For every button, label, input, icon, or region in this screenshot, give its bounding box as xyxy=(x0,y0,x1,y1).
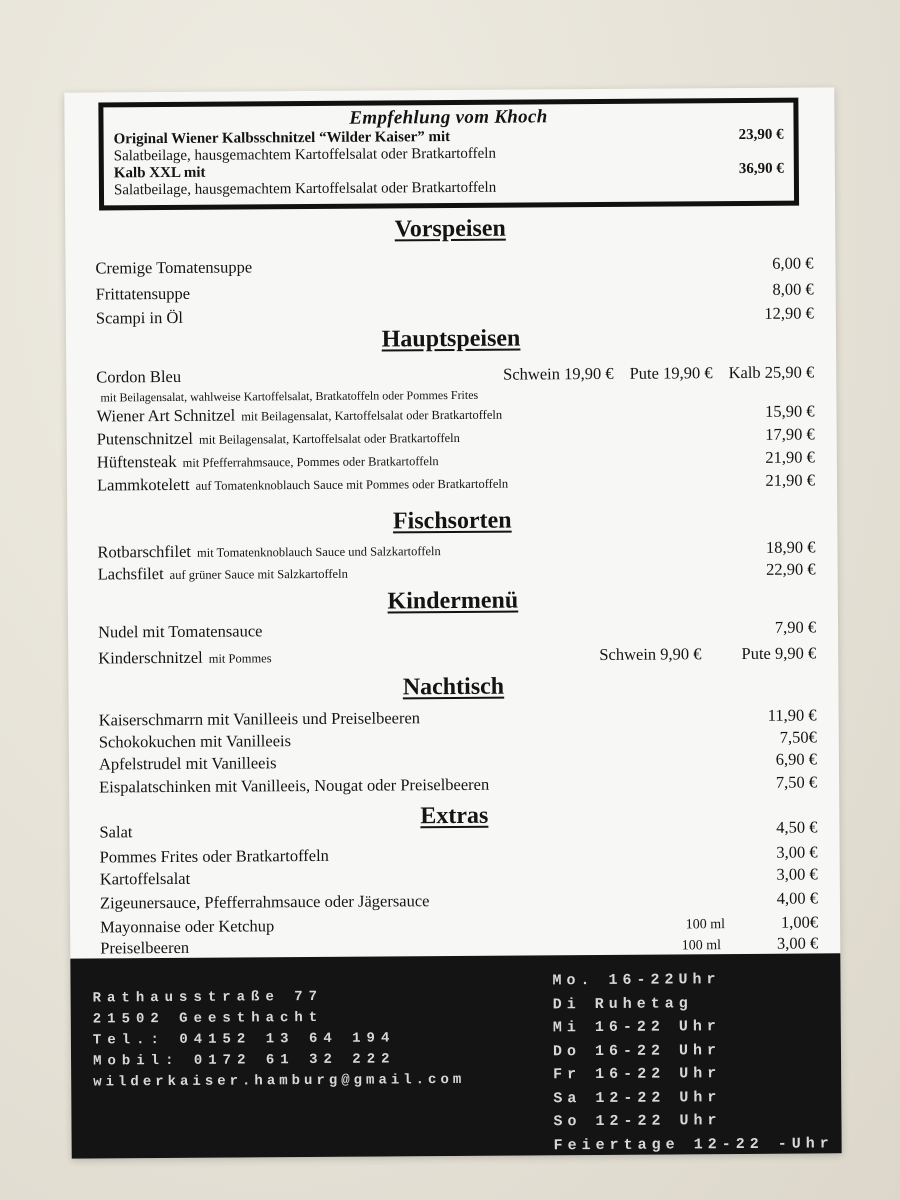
item-price: 3,00 € xyxy=(776,864,818,884)
item-name: Cremige Tomatensuppe xyxy=(95,257,253,278)
item-name: Zigeunersauce, Pfefferrahmsauce oder Jägersauce xyxy=(99,891,430,913)
hours-line: Feiertage 12-22 -Uhr xyxy=(553,1134,834,1154)
item-name: Apfelstrudel mit Vanilleeis xyxy=(98,753,277,774)
recommendation-item-name: Original Wiener Kalbsschnitzel “Wilder Kaiser” mit xyxy=(113,129,451,148)
opening-hours xyxy=(552,967,833,1157)
item-price: 8,00 € xyxy=(772,279,814,299)
item-name: Lammkotelett xyxy=(96,474,190,495)
item-price: 6,00 € xyxy=(772,253,814,273)
item-price: 12,90 € xyxy=(764,303,814,323)
item-price: 21,90 € xyxy=(765,470,816,490)
item-note: auf Tomatenknoblauch Sauce mit Pommes oder Bratkartoffeln xyxy=(195,476,509,493)
item-name: Lachsfilet xyxy=(97,564,164,584)
item-price: 7,50€ xyxy=(779,727,817,747)
contact-phone[interactable]: Tel.: 04152 13 64 194 xyxy=(92,1030,396,1049)
price-kalb: Kalb 25,90 € xyxy=(728,362,815,383)
price-pute: Pute 9,90 € xyxy=(741,643,817,663)
item-price: 22,90 € xyxy=(766,559,816,579)
item-name: Putenschnitzel xyxy=(96,428,194,449)
recommendation-item-price: 23,90 € xyxy=(738,126,784,143)
item-name: Kinderschnitzel xyxy=(98,647,203,668)
footer xyxy=(70,953,841,1158)
item-price: 6,90 € xyxy=(775,749,818,769)
item-name: Rotbarschfilet xyxy=(97,541,192,562)
hours-line: Mo. 16-22Uhr xyxy=(552,971,721,990)
item-note: auf grüner Sauce mit Salzkartoffeln xyxy=(169,566,348,582)
menu-item xyxy=(97,470,815,495)
menu-item xyxy=(98,617,816,642)
item-price: 3,00 € xyxy=(776,933,819,953)
menu-item xyxy=(97,537,815,562)
menu-item xyxy=(98,559,816,584)
item-price: 4,00 € xyxy=(776,888,818,908)
item-name: Hüftensteak xyxy=(96,451,177,472)
item-name: Wiener Art Schnitzel xyxy=(96,405,236,426)
recommendation-item-desc: Salatbeilage, hausgemachtem Kartoffelsalat oder Bratkartoffeln xyxy=(113,179,497,199)
item-price: 17,90 € xyxy=(765,424,815,444)
item-note: mit Beilagensalat, Kartoffelsalat oder Bratkartoffeln xyxy=(198,430,460,447)
price-schwein: Schwein 9,90 € xyxy=(599,644,702,664)
recommendation-item-price: 36,90 € xyxy=(738,160,784,177)
item-price: 7,50 € xyxy=(775,772,818,792)
item-name: Pommes Frites oder Bratkartoffeln xyxy=(99,845,329,867)
item-name: Kartoffelsalat xyxy=(99,868,191,889)
hours-line: Do 16-22 Uhr xyxy=(552,1041,722,1060)
item-name: Eispalatschinken mit Vanilleeis, Nougat oder Preiselbeeren xyxy=(99,774,490,797)
recommendation-item-name: Kalb XXL mit xyxy=(113,164,206,182)
item-name: Mayonnaise oder Ketchup xyxy=(100,916,275,937)
menu-item xyxy=(95,253,813,278)
item-name: Schokokuchen mit Vanilleeis xyxy=(98,731,292,752)
hours-line: Di Ruhetag xyxy=(552,994,693,1013)
item-price: 18,90 € xyxy=(765,537,816,557)
hours-line: So 12-22 Uhr xyxy=(553,1112,722,1131)
item-name: Salat xyxy=(99,822,133,842)
item-note: mit Pfefferrahmsauce, Pommes oder Bratkartoffeln xyxy=(182,454,439,470)
price-schwein: Schwein 19,90 € xyxy=(503,363,614,384)
item-price: 11,90 € xyxy=(767,705,817,725)
section-title-kindermenu: Kindermenü xyxy=(387,587,519,615)
section-title-fischsorten: Fischsorten xyxy=(392,507,512,535)
item-name: Kaiserschmarrn mit Vanilleeis und Preiselbeeren xyxy=(98,708,421,730)
menu-item xyxy=(100,888,818,913)
contact-mobile[interactable]: Mobil: 0172 61 32 222 xyxy=(92,1051,396,1070)
contact-street: Rathausstraße 77 xyxy=(92,988,324,1007)
item-price: 7,90 € xyxy=(774,617,817,637)
section-title-nachtisch: Nachtisch xyxy=(402,673,505,701)
section-title-vorspeisen: Vorspeisen xyxy=(394,215,506,243)
item-price: 3,00 € xyxy=(776,842,818,862)
item-name: Frittatensuppe xyxy=(95,283,191,304)
item-price: 15,90 € xyxy=(764,401,815,421)
item-qty: 100 ml xyxy=(681,938,722,954)
item-qty: 100 ml xyxy=(685,917,726,933)
recommendation-item-desc: Salatbeilage, hausgemachtem Kartoffelsalat oder Bratkartoffeln xyxy=(113,145,496,165)
menu-item xyxy=(100,864,818,889)
menu-item xyxy=(97,447,815,472)
menu-item xyxy=(98,643,816,668)
item-note: mit Beilagensalat, Kartoffelsalat oder Bratkartoffeln xyxy=(241,407,503,424)
menu-item xyxy=(99,772,817,797)
menu-item xyxy=(99,817,817,842)
section-title-hauptspeisen: Hauptspeisen xyxy=(381,325,521,353)
menu-sheet xyxy=(64,87,841,1158)
section-title-extras: Extras xyxy=(420,802,489,830)
item-name: Nudel mit Tomatensauce xyxy=(97,621,263,642)
hours-line: Fr 16-22 Uhr xyxy=(553,1065,722,1084)
menu-item xyxy=(96,279,814,304)
contact-city: 21502 Geesthacht xyxy=(92,1009,324,1028)
contact-block xyxy=(93,986,466,1094)
price-pute: Pute 19,90 € xyxy=(629,363,713,383)
item-price: 21,90 € xyxy=(765,447,815,467)
item-name: Cordon Bleu xyxy=(96,366,182,387)
hours-line: Sa 12-22 Uhr xyxy=(553,1088,722,1107)
item-name: Preiselbeeren xyxy=(100,937,190,958)
recommendation-title: Empfehlung vom Khoch xyxy=(349,106,548,129)
menu-item xyxy=(100,842,818,867)
menu-item xyxy=(99,705,817,730)
item-name: Scampi in Öl xyxy=(95,307,184,328)
contact-email[interactable]: wilderkaiser.hamburg@gmail.com xyxy=(93,1071,466,1091)
item-note: mit Tomatenknoblauch Sauce und Salzkartoffeln xyxy=(196,544,441,560)
menu-item-cordon-bleu xyxy=(96,362,814,387)
item-note: mit Beilagensalat, wahlweise Kartoffelsalat, Bratkatoffeln oder Pommes Frites xyxy=(100,387,479,405)
menu-item xyxy=(96,401,814,426)
item-note: mit Pommes xyxy=(208,651,272,666)
menu-item xyxy=(99,727,817,752)
item-price: 1,00€ xyxy=(780,912,819,932)
menu-item xyxy=(97,424,815,449)
hours-line: Mi 16-22 Uhr xyxy=(552,1018,721,1037)
recommendation-box xyxy=(98,98,799,211)
item-price: 4,50 € xyxy=(776,817,818,837)
menu-item xyxy=(99,749,817,774)
